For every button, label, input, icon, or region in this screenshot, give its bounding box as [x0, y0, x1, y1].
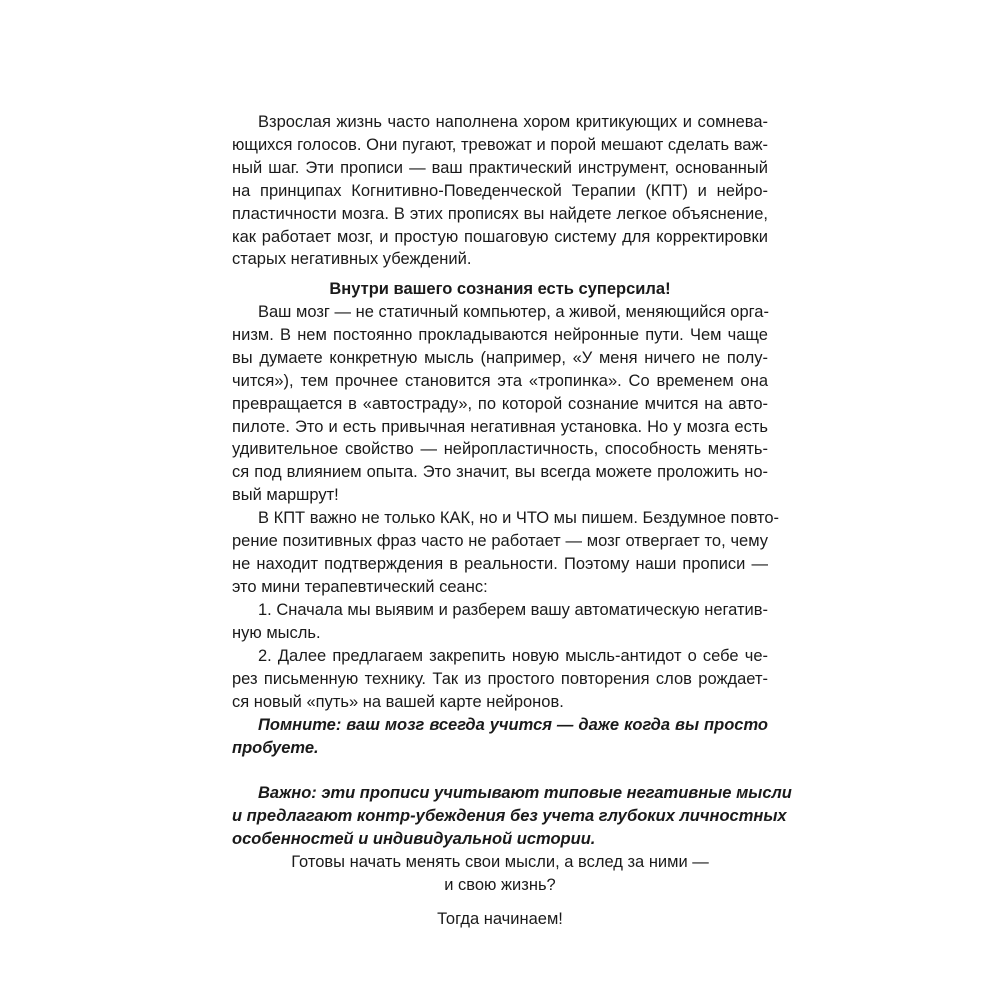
text-line: Ваш мозг — не статичный компьютер, а живой, меняющийся орга- [258, 303, 769, 321]
remember-note [232, 714, 768, 760]
text-line: пробуете. [232, 738, 319, 757]
text-line: старых негативных убеждений. [232, 250, 472, 269]
text-line: особенностей и индивидуальной истории. [232, 829, 596, 848]
closing-question [232, 851, 768, 897]
text-line: Готовы начать менять свои мысли, а вслед за ними — [291, 853, 709, 871]
section-heading-block [232, 278, 768, 301]
text-line: и предлагают контр-убеждения без учета глубоких личностных [232, 806, 787, 825]
closing-final [232, 908, 768, 931]
text-line: на принципах Когнитивно-Поведенческой Терапии (КПТ) и нейро- [232, 181, 768, 200]
step-1 [232, 599, 768, 645]
text-line: пластичности мозга. В этих прописях вы найдете легкое объяснение, [232, 204, 768, 223]
text-line: Важно: эти прописи учитывают типовые негативные мысли [258, 784, 792, 802]
text-line: пилоте. Это и есть привычная негативная установка. Но у мозга есть [232, 417, 768, 436]
section-heading: Внутри вашего сознания есть суперсила! [329, 280, 671, 298]
text-line: ный шаг. Эти прописи — ваш практический инструмент, основанный [232, 158, 768, 177]
text-line: В КПТ важно не только КАК, но и ЧТО мы пишем. Бездумное повто- [258, 509, 780, 527]
brain-paragraph [232, 301, 768, 507]
important-note [232, 782, 792, 851]
text-line: это мини терапевтический сеанс: [232, 577, 488, 596]
text-line: ся новый «путь» на вашей карте нейронов. [232, 692, 564, 711]
cbt-paragraph [232, 507, 780, 599]
text-line: рез письменную технику. Так из простого повторения слов рождает- [232, 669, 768, 688]
intro-paragraph [232, 111, 768, 271]
text-line: ную мысль. [232, 623, 321, 642]
text-line: Взрослая жизнь часто наполнена хором критикующих и сомнева- [258, 113, 768, 131]
text-line: вый маршрут! [232, 486, 339, 505]
text-line: ся под влиянием опыта. Это значит, вы всегда можете проложить но- [232, 463, 768, 482]
text-line: превращается в «автостраду», по которой сознание мчится на авто- [232, 394, 768, 413]
step-2 [232, 645, 768, 714]
closing-final-line: Тогда начинаем! [437, 910, 563, 928]
text-line: низм. В нем постоянно прокладываются нейронные пути. Чем чаще [232, 325, 768, 344]
text-line: как работает мозг, и простую пошаговую систему для корректировки [232, 227, 768, 246]
text-line: 2. Далее предлагаем закрепить новую мысль-антидот о себе че- [258, 647, 768, 665]
text-line: чится»), тем прочнее становится эта «тропинка». Со временем она [232, 371, 768, 390]
text-line: Помните: ваш мозг всегда учится — даже когда вы просто [258, 716, 768, 734]
text-line: рение позитивных фраз часто не работает — мозг отвергает то, чему [232, 531, 768, 550]
text-line: не находит подтверждения в реальности. Поэтому наши прописи — [232, 554, 768, 573]
text-line: ющихся голосов. Они пугают, тревожат и порой мешают сделать важ- [232, 135, 768, 154]
text-line: и свою жизнь? [444, 875, 556, 894]
text-line: вы думаете конкретную мысль (например, «У меня ничего не полу- [232, 348, 768, 367]
text-line: удивительное свойство — нейропластичность, способность менять- [232, 440, 768, 459]
text-line: 1. Сначала мы выявим и разберем вашу автоматическую негатив- [258, 601, 768, 619]
